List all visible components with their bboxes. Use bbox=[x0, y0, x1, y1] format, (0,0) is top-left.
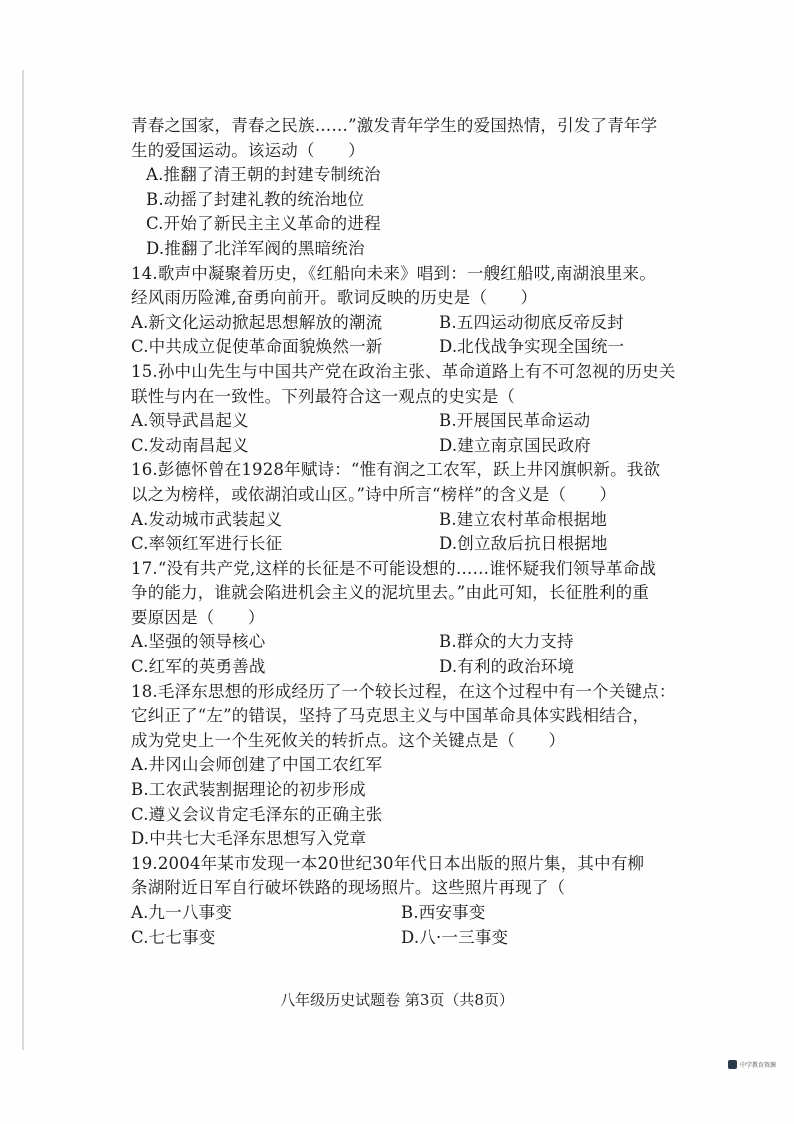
question-19-option-b: B.西安事变 bbox=[401, 903, 486, 922]
question-15-option-c: C.发动南昌起义 bbox=[131, 435, 249, 455]
question-19 bbox=[131, 852, 691, 950]
question-15-options-row-2 bbox=[131, 434, 691, 459]
question-13-continuation bbox=[131, 114, 691, 262]
question-16-options-row-2 bbox=[131, 532, 691, 557]
question-17-option-a: A.坚强的领导核心 bbox=[131, 632, 266, 652]
question-15-option-a: A.领导武昌起义 bbox=[131, 411, 249, 431]
question-17-option-d: D.有利的政治环境 bbox=[439, 657, 575, 677]
question-17-options-row-1 bbox=[131, 630, 691, 655]
watermark-icon bbox=[728, 1060, 737, 1069]
question-13-stem-line-2: 生的爱国运动。该运动（ ） bbox=[131, 140, 365, 160]
question-14-option-d: D.北伐战争实现全国统一 bbox=[439, 337, 625, 357]
question-18-option-c: C.遵义会议肯定毛泽东的正确主张 bbox=[131, 804, 383, 824]
question-17-stem-line-3: 要原因是（ ） bbox=[131, 607, 265, 627]
question-19-option-d: D.八·一三事变 bbox=[401, 927, 509, 947]
question-18-stem-line-3: 成为党史上一个生死攸关的转折点。这个关键点是（ ） bbox=[131, 730, 566, 750]
question-19-options-row-1 bbox=[131, 901, 691, 926]
question-19-option-a: A.九一八事变 bbox=[131, 903, 233, 922]
watermark-logo bbox=[728, 1060, 776, 1069]
question-18-option-b: B.工农武装割据理论的初步形成 bbox=[131, 780, 366, 800]
question-19-stem-line-1: 19.2004年某市发现一本20世纪30年代日本出版的照片集，其中有柳 bbox=[131, 853, 645, 873]
question-14-option-c: C.中共成立促使革命面貌焕然一新 bbox=[131, 337, 383, 357]
page-footer: 八年级历史试题卷 第3页（共8页） bbox=[280, 991, 514, 1009]
question-15-option-d: D.建立南京国民政府 bbox=[439, 435, 591, 455]
question-15-options-row-1 bbox=[131, 409, 691, 434]
question-15 bbox=[131, 360, 691, 458]
question-14-stem-line-1: 14.歌声中凝聚着历史，《红船向未来》唱到：一艘红船哎,南湖浪里来。 bbox=[131, 263, 657, 283]
question-15-option-b: B.开展国民革命运动 bbox=[439, 411, 591, 431]
question-19-stem-line-2: 条湖附近日军自行破坏铁路的现场照片。这些照片再现了（ bbox=[131, 878, 566, 898]
scan-shadow-edge bbox=[22, 70, 24, 1050]
question-13-option-a: A.推翻了清王朝的封建专制统治 bbox=[146, 165, 381, 185]
question-16-options-row-1 bbox=[131, 508, 691, 533]
question-13-option-b: B.动摇了封建礼教的统治地位 bbox=[146, 189, 365, 209]
question-13-option-d: D.推翻了北洋军阀的黑暗统治 bbox=[146, 238, 365, 258]
question-17-stem-line-1: 17.“没有共产党,这样的长征是不可能设想的……谁怀疑我们领导革命战 bbox=[131, 558, 657, 578]
exam-content bbox=[131, 114, 691, 950]
question-16-option-d: D.创立敌后抗日根据地 bbox=[439, 534, 608, 554]
question-13-stem-line-1: 青春之国家，青春之民族……”激发青年学生的爱国热情，引发了青年学 bbox=[131, 116, 658, 135]
question-15-stem-line-2: 联性与内在一致性。下列最符合这一观点的史实是（ bbox=[131, 386, 516, 406]
question-13-option-c: C.开始了新民主主义革命的进程 bbox=[146, 214, 381, 234]
question-19-option-c: C.七七事变 bbox=[131, 927, 216, 947]
question-16-option-a: A.发动城市武装起义 bbox=[131, 509, 283, 529]
question-16-option-b: B.建立农村革命根据地 bbox=[439, 509, 608, 529]
question-17-option-c: C.红军的英勇善战 bbox=[131, 657, 266, 677]
question-16-stem-line-2: 以之为榜样，或依湖泊或山区。”诗中所言“榜样”的含义是（ ） bbox=[131, 484, 617, 504]
question-15-stem-line-1: 15.孙中山先生与中国共产党在政治主张、革命道路上有不可忽视的历史关 bbox=[131, 361, 676, 381]
question-18 bbox=[131, 680, 691, 852]
question-14-options-row-2 bbox=[131, 335, 691, 360]
question-18-stem-line-2: 它纠正了“左”的错误，坚持了马克思主义与中国革命具体实践相结合， bbox=[131, 706, 650, 726]
question-14 bbox=[131, 262, 691, 360]
question-18-option-a: A.井冈山会师创建了中国工农红军 bbox=[131, 755, 383, 775]
question-18-stem-line-1: 18.毛泽东思想的形成经历了一个较长过程，在这个过程中有一个关键点： bbox=[131, 681, 676, 701]
question-19-options-row-2 bbox=[131, 926, 691, 951]
question-17-stem-line-2: 争的能力，谁就会陷进机会主义的泥坑里去。”由此可知，长征胜利的重 bbox=[131, 583, 650, 603]
question-14-stem-line-2: 经风雨历险滩,奋勇向前开。歌词反映的历史是（ ） bbox=[131, 288, 538, 308]
question-17-options-row-2 bbox=[131, 655, 691, 680]
watermark-label: 中学教育资源 bbox=[739, 1062, 776, 1069]
question-18-option-d: D.中共七大毛泽东思想写入党章 bbox=[131, 829, 367, 849]
question-14-option-a: A.新文化运动掀起思想解放的潮流 bbox=[131, 312, 383, 332]
question-14-option-b: B.五四运动彻底反帝反封 bbox=[439, 312, 624, 332]
question-16-stem-line-1: 16.彭德怀曾在1928年赋诗：“惟有润之工农军，跃上井冈旗帜新。我欲 bbox=[131, 460, 661, 480]
question-17-option-b: B.群众的大力支持 bbox=[439, 632, 574, 652]
question-17 bbox=[131, 557, 691, 680]
question-16-option-c: C.率领红军进行长征 bbox=[131, 534, 283, 554]
question-14-options-row-1 bbox=[131, 311, 691, 336]
question-16 bbox=[131, 458, 691, 556]
